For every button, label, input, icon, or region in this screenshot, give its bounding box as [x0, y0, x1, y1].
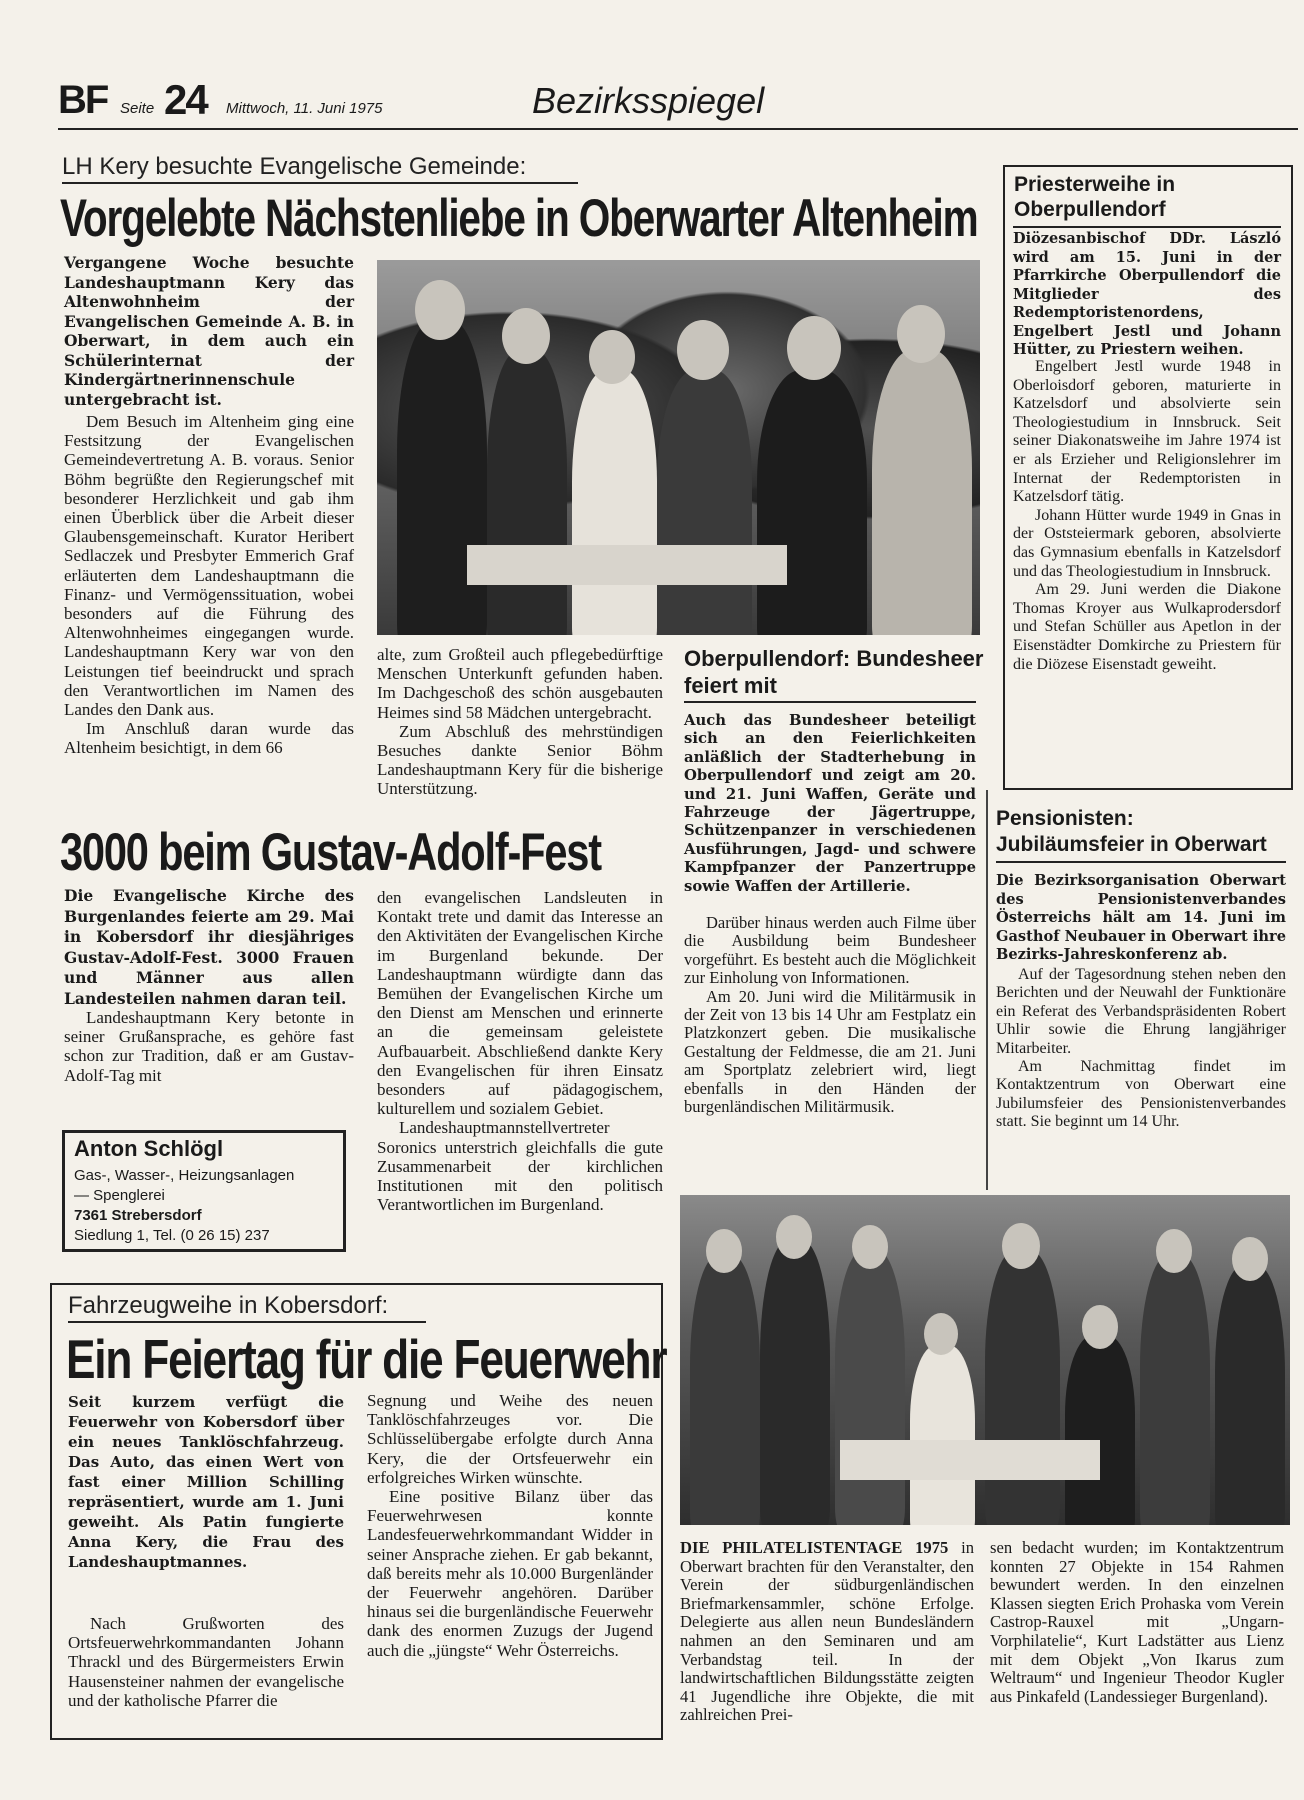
article1-headline: Vorgelebte Nächstenliebe in Oberwarter Altenheim [60, 189, 978, 249]
philatelie-photo [680, 1195, 1290, 1525]
column-rule [986, 790, 988, 1190]
article-feuerwehr-col2 [367, 1391, 653, 1660]
photo-table [467, 545, 787, 585]
article-pension-p1: Auf der Tagesordnung stehen neben den Berichten und der Neuwahl der Funktionäre ein Referat des Verbandspräsidenten Robert Uhlir sowie die Ehrung langjähriger Mitarbeiter. [996, 966, 1286, 1057]
photo-person-head [776, 1215, 812, 1259]
masthead-seite-label: Seite [120, 100, 155, 117]
photo-person [657, 370, 752, 635]
article-priester-p1: Engelbert Jestl wurde 1948 in Oberloisdorf geboren, maturierte in Katzelsdorf und absolvierte sein Theologiestudium in Innsbruck. Seit seiner Diakonatsweihe im Jahre 1974 ist er als Erzieher und Religionslehrer im Internat der Redemptoristen in Katzelsdorf tätig. [1013, 358, 1281, 506]
article-pension-rule [996, 861, 1286, 863]
article1-lead: Vergangene Woche besuchte Landeshauptmann Kery das Altenwohnheim der Evangelischen Gemeinde A. B. in Oberwart, in dem auch ein Schülerinternat der Kindergärtnerinnenschule untergebracht ist. [64, 253, 354, 409]
article-feuerwehr-col2-p2: Eine positive Bilanz über das Feuerwehrwesen konnte Landesfeuerwehrkommandant Widder in seiner Ansprache ziehen. Er gab bekannt, daß bereits mehr als 10.000 Burgenländer der Feuerwehr angehören. Darüber hinaus sei die burgenländische Feuerwehr dank des enormen Zuzugs der Jugend auch die „jüngste“ Wehr Österreichs. [367, 1487, 653, 1660]
ad-line1: Gas-, Wasser-, Heizungsanlagen [74, 1167, 295, 1184]
article-bundesheer-body [684, 914, 976, 1116]
photo-person-head [1002, 1223, 1040, 1269]
photo-person [487, 350, 567, 635]
photo-person [757, 370, 867, 635]
photo-person-head [1156, 1229, 1192, 1273]
article1-col1-p2: Im Anschluß daran wurde das Altenheim besichtigt, in dem 66 [64, 719, 354, 758]
masthead-section: Bezirksspiegel [532, 80, 765, 121]
photo-person [1215, 1265, 1285, 1525]
photo-person-head [924, 1313, 958, 1355]
article-bundesheer-headline: Oberpullendorf: Bundesheer feiert mit [684, 646, 984, 698]
masthead-rule [58, 128, 1298, 130]
article-priester-body [1013, 358, 1281, 674]
article-pension-body [996, 966, 1286, 1132]
ad-line2: — Spenglerei [74, 1187, 165, 1204]
article1-kicker-underline [62, 182, 578, 184]
ad-line4: Siedlung 1, Tel. (0 26 15) 237 [74, 1227, 270, 1244]
article-gustav-col1 [64, 1008, 354, 1085]
article-bundesheer-p1: Darüber hinaus werden auch Filme über die Ausbildung beim Bundesheer vorgeführt. Es besteht auch die Möglichkeit zur Einholung von Informationen. [684, 913, 976, 988]
photo-person [1140, 1255, 1210, 1525]
photo-person-head [677, 320, 729, 380]
philatelie-caption-title: DIE PHILATELISTENTAGE 1975 [680, 1538, 949, 1557]
article-pension-headline: Pensionisten: Jubiläumsfeier in Oberwart [996, 807, 1267, 856]
article-feuerwehr-col2-p1: Segnung und Weihe des neuen Tanklöschfahrzeuges vor. Die Schlüsselübergabe erfolgte durch Anna Kery, die der Ortsfeuerwehr ein erfolgreiches Wirken wünschte. [367, 1391, 653, 1487]
photo-person [690, 1255, 760, 1525]
photo-person [572, 370, 657, 635]
masthead-page-number: 24 [164, 76, 207, 123]
philatelie-caption-col2 [990, 1539, 1284, 1706]
article-gustav-col2-p2: Landeshauptmannstellvertreter Soronics unterstrich gleichfalls die gute Zusammenarbeit der kirchlichen Institutionen mit den politisch Verantwortlichen im Burgenland. [377, 1118, 663, 1215]
article1-kicker: LH Kery besuchte Evangelische Gemeinde: [62, 153, 527, 180]
article-priester-p2: Johann Hütter wurde 1949 in Gnas in der Oststeiermark geboren, absolvierte das Gymnasium ebenfalls in Katzelsdorf und das Theologiestudium in Innsbruck. [1013, 506, 1281, 580]
philatelie-caption-text2: sen bedacht wurden; im Kontaktzentrum konnten 27 Objekte in 154 Rahmen bewundert werden. In den einzelnen Klassen siegten Erich Prohaska vom Verein Castrop-Rauxel mit „Ungarn-Vorphilatelie“, Kurt Ladstätter aus Lienz mit dem Objekt „Von Ikarus zum Weltraum“ und Ingenieur Theodor Kugler aus Pinkafeld (Landessieger Burgenland). [990, 1538, 1284, 1706]
article1-col2-p1: alte, zum Großteil auch pflegebedürftige Menschen Unterkunft gefunden haben. Im Dachgeschoß des schön ausgebauten Heimes sind 58 Mädchen untergebracht. [377, 645, 663, 722]
masthead-logo: BF [58, 78, 108, 122]
article1-col2-p2: Zum Abschluß des mehrstündigen Besuches dankte Senior Böhm Landeshauptmann Kery für die bisherige Unterstützung. [377, 721, 663, 799]
photo-person-head [589, 330, 635, 384]
photo-person [872, 350, 972, 635]
photo-person-head [502, 308, 550, 364]
article1-col2 [377, 645, 663, 799]
photo-person [397, 320, 487, 635]
photo-person-head [852, 1225, 888, 1269]
article-feuerwehr-col1 [68, 1614, 344, 1710]
article-feuerwehr-col1-p1: Nach Grußworten des Ortsfeuerwehrkommandanten Johann Thrackl und des Bürgermeisters Erwin Hausensteiner nahmen der evangelische und der katholische Pfarrer die [68, 1614, 344, 1710]
article-gustav-col2-p1: den evangelischen Landsleuten in Kontakt trete und damit das Interesse an den Aktivitäten der Evangelischen Kirche im Burgenland bekunde. Der Landeshauptmann würdigte dann das Bemühen der Evangelischen Kirche um den Dienst am Menschen und erinnerte an die gemeinsam geleistete Aufbauarbeit. Abschließend dankte Kery den Evangelischen für ihren Einsatz besonders auf pädagogischem, kulturellem und sozialem Gebiet. [377, 888, 663, 1119]
photo-table [840, 1440, 1100, 1480]
article-feuerwehr-lead: Seit kurzem verfügt die Feuerwehr von Kobersdorf über ein neues Tanklöschfahrzeug. Das Auto, das einen Wert von fast einer Million Schilling repräsentiert, wurde am 1. Juni geweiht. Als Patin fungierte Anna Kery, die Frau des Landeshauptmannes. [68, 1393, 344, 1571]
photo-person-head [706, 1229, 742, 1273]
ad-line3: 7361 Strebersdorf [74, 1207, 202, 1224]
article-priester-headline: Priesterweihe in Oberpullendorf [1014, 173, 1176, 221]
photo-person-head [897, 305, 945, 363]
photo-person-head [1082, 1305, 1118, 1349]
photo-person [1065, 1335, 1135, 1525]
photo-person-head [787, 316, 841, 380]
philatelie-caption-col1 [680, 1539, 974, 1725]
article-priester-p3: Am 29. Juni werden die Diakone Thomas Kroyer aus Wulkaprodersdorf und Stefan Schüller aus Apetlon in der Eisenstädter Domkirche zu Priestern für die Diözese Eisenstadt geweiht. [1013, 581, 1281, 673]
philatelie-caption-p1 [680, 1539, 974, 1725]
article-gustav-headline: 3000 beim Gustav-Adolf-Fest [60, 823, 601, 883]
article1-col1-p1: Dem Besuch im Altenheim ging eine Festsitzung der Evangelischen Gemeindevertretung A. B. voraus. Senior Böhm begrüßte den Regierungschef mit besonderer Herzlichkeit und gab ihm einen Überblick über die Arbeit dieser Glaubensgemeinschaft. Kurator Heribert Sedlaczek und Presbyter Emmerich Graf erläuterten dem Landeshauptmann die Finanz- und Vermögenssituation, wobei besonders auf die Führung des Altenwohnheimes eingegangen wurde. Landeshauptmann Kery war von den Leistungen tief beeindruckt und sprach den Verantwortlichen im Namen des Landes den Dank aus. [64, 412, 354, 720]
article1-photo [377, 260, 980, 635]
article-gustav-col1-p1: Landeshauptmann Kery betonte in seiner Grußansprache, es gehöre fast schon zur Tradition, daß er am Gustav-Adolf-Tag mit [64, 1008, 354, 1085]
article-pension-lead: Die Bezirksorganisation Oberwart des Pensionistenverbandes Österreichs hält am 14. Juni im Gasthof Neubauer in Oberwart ihre Bezirks-Jahreskonferenz ab. [996, 872, 1286, 964]
article-bundesheer-lead: Auch das Bundesheer beteiligt sich an den Feierlichkeiten anläßlich der Stadterhebung in Oberpullendorf und zeigt am 20. und 21. Juni Waffen, Geräte und Fahrzeuge der Jägertruppe, Schützenpanzer in verschiedenen Ausführungen, Jagd- und schwere Kampfpanzer der Panzertruppe sowie Waffen der Artillerie. [684, 712, 976, 895]
article1-col1 [64, 412, 354, 758]
philatelie-caption-text1: in Oberwart brachten für den Veranstalter, den Verein der südburgenländischen Briefmarkensammler, schöne Erfolge. Delegierte aus allen neun Bundesländern nahmen an den Seminaren und am Verbandstag teil. In der landwirtschaftlichen Bildungsstätte zeigten 41 Jugendliche ihre Objekte, die mit zahlreichen Prei- [680, 1538, 974, 1725]
article-pension-p2: Am Nachmittag findet im Kontaktzentrum von Oberwart eine Jubilumsfeier des Pensionistenverbandes statt. Sie beginnt um 14 Uhr. [996, 1058, 1286, 1131]
article-feuerwehr-kicker: Fahrzeugweihe in Kobersdorf: [68, 1292, 389, 1319]
ad-name: Anton Schlögl [74, 1136, 224, 1161]
photo-person [835, 1250, 905, 1525]
photo-person [760, 1240, 830, 1525]
article-feuerwehr-kicker-underline [68, 1321, 426, 1323]
photo-person [985, 1250, 1060, 1525]
article-bundesheer-p2: Am 20. Juni wird die Militärmusik in der Zeit von 13 bis 14 Uhr am Festplatz ein Platzkonzert geben. Die musikalische Gestaltung der Feldmesse, die am 21. Juni am Sportplatz zelebriert wird, liegt ebenfalls in den Händen der burgenländischen Militärmusik. [684, 986, 976, 1117]
masthead-date: Mittwoch, 11. Juni 1975 [226, 100, 383, 117]
article-gustav-lead: Die Evangelische Kirche des Burgenlandes feierte am 29. Mai in Kobersdorf ihr diesjähriges Gustav-Adolf-Fest. 3000 Frauen und Männer aus allen Landesteilen nahmen daran teil. [64, 886, 354, 1008]
article-priester-headline-rule [1013, 226, 1281, 228]
article-priester-lead: Diözesanbischof DDr. László wird am 15. Juni in der Pfarrkirche Oberpullendorf die Mitglieder des Redemptoristenordens, Engelbert Jestl und Johann Hütter, zu Priestern weihen. [1013, 230, 1281, 358]
photo-person-head [1232, 1237, 1268, 1281]
article-feuerwehr-headline: Ein Feiertag für die Feuerwehr [66, 1329, 667, 1391]
article-bundesheer-rule [684, 701, 976, 703]
photo-person-head [415, 280, 465, 340]
masthead [58, 78, 1288, 130]
photo-person [910, 1345, 975, 1525]
article-gustav-col2 [377, 888, 663, 1214]
